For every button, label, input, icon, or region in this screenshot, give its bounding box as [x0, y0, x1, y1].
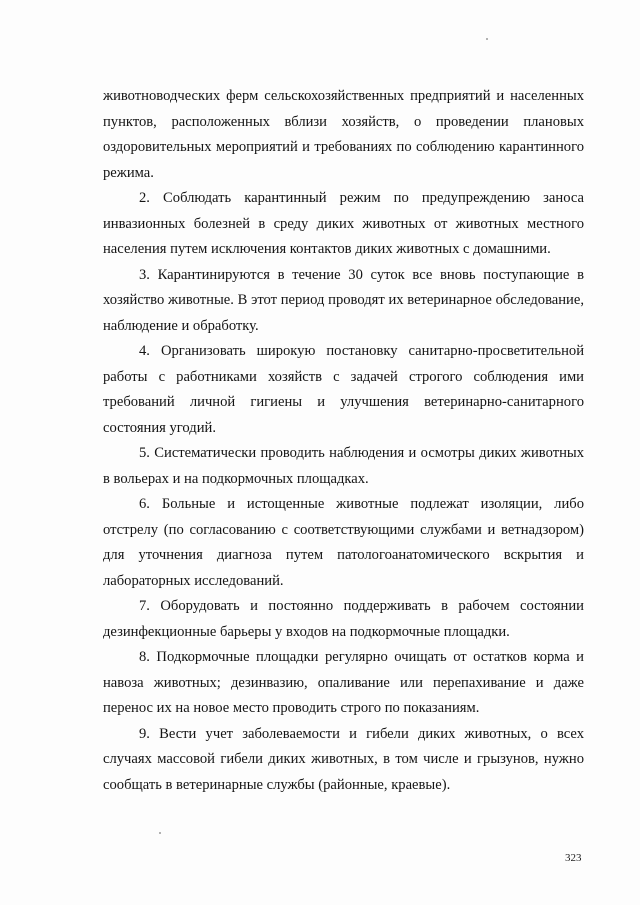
- paragraph-item-5: 5. Систематически проводить наблюдения и осмотры диких животных в вольерах и на подкормочных площадках.: [103, 445, 584, 487]
- paragraph-item-8: 8. Подкормочные площадки регулярно очищать от остатков корма и навоза животных; дезинвазию, опаливание или перепахивание и даже перенос их на новое место проводить строго по показаниям.: [103, 649, 584, 716]
- paragraph-item-6: 6. Больные и истощенные животные подлежат изоляции, либо отстрелу (по согласованию с соответствующими службами и ветнадзором) для уточнения диагноза путем патологоанатомического вскрытия и лабораторных исследований.: [103, 496, 584, 589]
- paragraph-item-9: 9. Вести учет заболеваемости и гибели диких животных, о всех случаях массовой гибели диких животных, в том числе и грызунов, нужно сообщать в ветеринарные службы (районные, краевые).: [103, 725, 584, 793]
- body-text: [103, 84, 584, 798]
- scan-speck: [486, 38, 488, 40]
- paragraph-item-2: 2. Соблюдать карантинный режим по предупреждению заноса инвазионных болезней в среду диких животных от животных местного населения путем исключения контактов диких животных с домашними.: [103, 190, 584, 257]
- paragraph-item-7: 7. Оборудовать и постоянно поддерживать в рабочем состоянии дезинфекционные барьеры у входов на подкормочные площадки.: [103, 598, 584, 640]
- paragraph-item-4: 4. Организовать широкую постановку санитарно-просветительной работы с работниками хозяйств с задачей строгого соблюдения ими требований личной гигиены и улучшения ветеринарно-санитарного состояния угодий.: [103, 343, 584, 436]
- paragraph-continuation: животноводческих ферм сельскохозяйственных предприятий и населенных пунктов, расположенных вблизи хозяйств, о проведении плановых оздоровительных мероприятий и требованиях по соблюдению карантинного режима.: [103, 88, 584, 181]
- paragraph-item-3: 3. Карантинируются в течение 30 суток все вновь поступающие в хозяйство животные. В этот период проводят их ветеринарное обследование, наблюдение и обработку.: [103, 266, 584, 334]
- page-number: 323: [565, 852, 582, 864]
- scan-speck: [159, 832, 161, 834]
